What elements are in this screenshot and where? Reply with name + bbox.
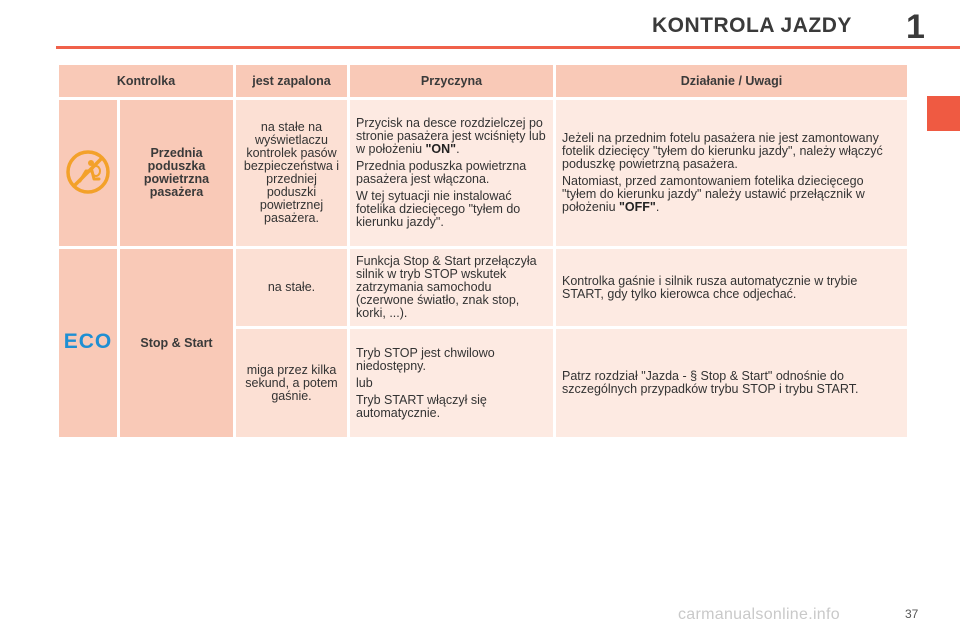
action-cell [556, 249, 907, 326]
cause-text: Funkcja Stop & Start przełączyła silnik w tryb STOP wskutek zatrzymania samochodu (czerwone światło, znak stop, korki, ...). [356, 254, 537, 320]
table-row [59, 100, 907, 246]
cause-text: Przednia poduszka powietrzna pasażera jest włączona. [356, 159, 527, 186]
action-cell [556, 100, 907, 246]
indicator-name: Stop & Start [120, 249, 233, 437]
cause-text: lub [356, 375, 373, 390]
column-header-indicator: Kontrolka [59, 65, 233, 97]
airbag-off-icon [65, 149, 111, 195]
indicator-name: Przednia poduszka powietrzna pasażera [120, 100, 233, 246]
header-divider [56, 46, 960, 49]
warning-lights-table [56, 62, 910, 440]
action-cell [556, 329, 907, 437]
cause-text: Tryb STOP jest chwilowo niedostępny. [356, 345, 495, 373]
table-row [59, 249, 907, 326]
lit-condition: na stałe. [236, 249, 347, 326]
indicator-icon-cell [59, 100, 117, 246]
lit-condition: na stałe na wyświetlaczu kontrolek pasów bezpieczeństwa i przedniej poduszki powietrznej pasażera. [236, 100, 347, 246]
column-header-state: jest zapalona [236, 65, 347, 97]
cause-cell [350, 249, 553, 326]
indicator-icon-cell [59, 249, 117, 437]
cause-cell [350, 329, 553, 437]
column-header-cause: Przyczyna [350, 65, 553, 97]
table-header-row [59, 65, 907, 97]
column-header-action: Działanie / Uwagi [556, 65, 907, 97]
action-text: Jeżeli na przednim fotelu pasażera nie jest zamontowany fotelik dziecięcy "tyłem do kierunku jazdy", należy włączyć poduszkę powietrzną pasażera. [562, 131, 883, 171]
page-number: 37 [905, 607, 919, 621]
watermark: carmanualsonline.info [678, 606, 840, 623]
cause-text: Przycisk na desce rozdzielczej po stronie pasażera jest wciśnięty lub w położeniu "ON". [356, 116, 546, 156]
action-text: Patrz rozdział "Jazda - § Stop & Start" odnośnie do szczególnych przypadków trybu STOP i trybu START. [562, 369, 859, 396]
lit-condition: miga przez kilka sekund, a potem gaśnie. [236, 329, 347, 437]
chapter-tab-marker[interactable] [927, 96, 960, 131]
cause-text: W tej sytuacji nie instalować fotelika dziecięcego "tyłem do kierunku jazdy". [356, 189, 521, 229]
chapter-number: 1 [906, 8, 925, 46]
cause-cell [350, 100, 553, 246]
eco-icon: ECO [63, 330, 113, 353]
cause-text: Tryb START włączył się automatycznie. [356, 392, 487, 420]
action-text: Kontrolka gaśnie i silnik rusza automatycznie w trybie START, gdy tylko kierowca chce odjechać. [562, 273, 858, 301]
action-text: Natomiast, przed zamontowaniem fotelika dziecięcego "tyłem do kierunku jazdy" należy ustawić przełącznik w położeniu "OFF". [562, 174, 865, 214]
page-title: KONTROLA JAZDY [652, 14, 852, 37]
